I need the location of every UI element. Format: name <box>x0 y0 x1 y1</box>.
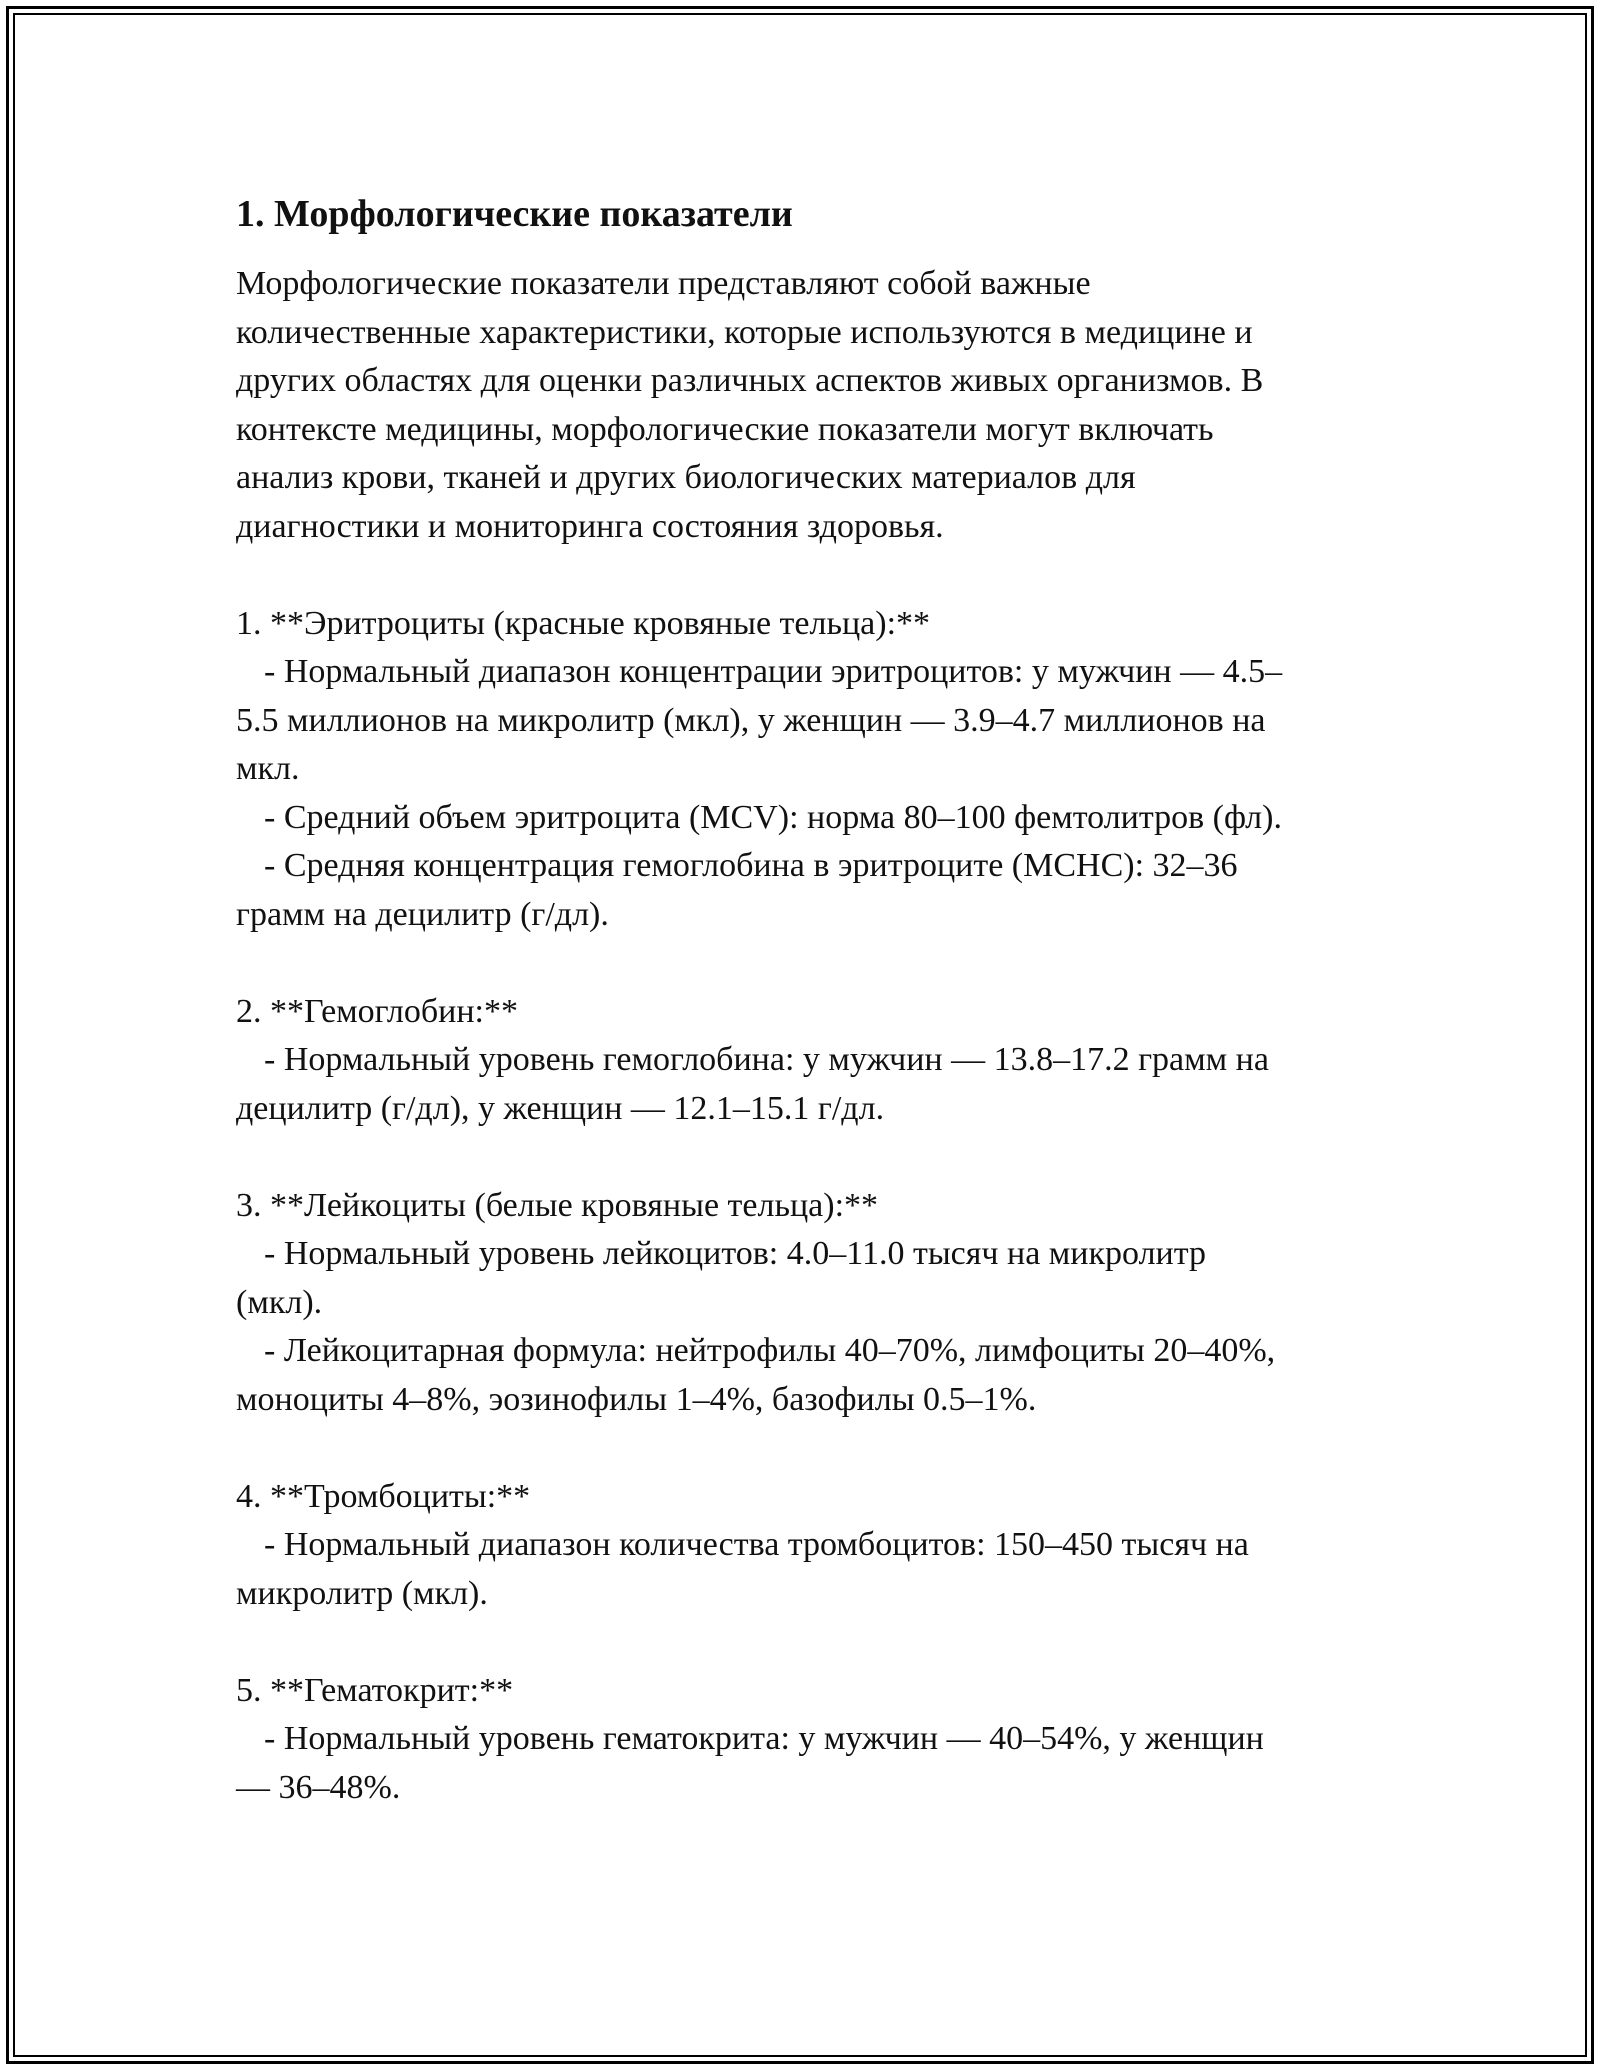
section-line: моноциты 4–8%, эозинофилы 1–4%, базофилы 0.5–1%. <box>236 1380 1037 1418</box>
intro-line: Морфологические показатели представляют собой важные <box>236 265 1091 302</box>
section-line: микролитр (мкл). <box>236 1574 488 1612</box>
section-line: - Средняя концентрация гемоглобина в эритроците (MCHC): 32–36 <box>264 847 1238 884</box>
section-line: децилитр (г/дл), у женщин — 12.1–15.1 г/дл. <box>236 1089 885 1127</box>
intro-line: анализ крови, тканей и других биологических материалов для <box>236 459 1136 496</box>
section-line: - Лейкоцитарная формула: нейтрофилы 40–70%, лимфоциты 20–40%, <box>264 1332 1276 1369</box>
section-line: - Нормальный уровень гемоглобина: у мужчин — 13.8–17.2 грамм на <box>264 1041 1269 1078</box>
section-heading: 5. **Гематокрит:** <box>236 1671 514 1709</box>
intro-line: количественные характеристики, которые используются в медицине и <box>236 313 1253 351</box>
section-hematocrit <box>236 1667 1370 1813</box>
section-erythrocytes <box>236 600 1370 940</box>
section-line: — 36–48%. <box>236 1768 401 1806</box>
section-line: 5.5 миллионов на микролитр (мкл), у женщин — 3.9–4.7 миллионов на <box>236 701 1266 739</box>
intro-line: других областях для оценки различных аспектов живых организмов. В <box>236 362 1264 399</box>
intro-line: контексте медицины, морфологические показатели могут включать <box>236 410 1214 448</box>
section-line: грамм на децилитр (г/дл). <box>236 895 609 933</box>
section-line: - Нормальный диапазон концентрации эритроцитов: у мужчин — 4.5– <box>264 653 1283 690</box>
document-body <box>236 186 1370 1812</box>
section-heading: 3. **Лейкоциты (белые кровяные тельца):** <box>236 1186 879 1224</box>
section-hemoglobin <box>236 988 1370 1134</box>
section-line: - Нормальный уровень лейкоцитов: 4.0–11.0 тысяч на микролитр <box>264 1235 1207 1272</box>
document-title: 1. Морфологические показатели <box>236 193 793 235</box>
section-heading: 1. **Эритроциты (красные кровяные тельца):** <box>236 604 931 642</box>
section-line: - Нормальный диапазон количества тромбоцитов: 150–450 тысяч на <box>264 1526 1249 1563</box>
section-line: (мкл). <box>236 1283 323 1321</box>
intro-paragraph <box>236 260 1370 551</box>
section-platelets <box>236 1473 1370 1619</box>
intro-line: диагностики и мониторинга состояния здоровья. <box>236 507 944 545</box>
section-line: - Средний объем эритроцита (MCV): норма 80–100 фемтолитров (фл). <box>264 798 1282 836</box>
section-line: - Нормальный уровень гематокрита: у мужчин — 40–54%, у женщин <box>264 1720 1264 1757</box>
section-heading: 2. **Гемоглобин:** <box>236 992 518 1030</box>
section-heading: 4. **Тромбоциты:** <box>236 1477 531 1515</box>
section-line: мкл. <box>236 750 300 787</box>
section-leukocytes <box>236 1182 1370 1425</box>
